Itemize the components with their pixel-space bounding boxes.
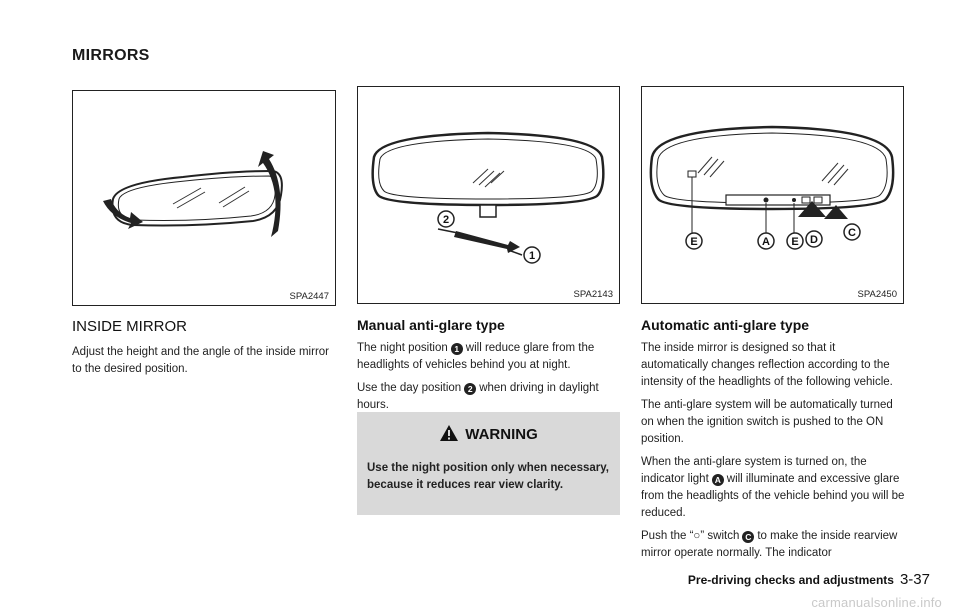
auto-paragraph-3 — [641, 454, 905, 522]
automatic-mirror-illustration — [642, 87, 905, 305]
warning-title: WARNING — [465, 426, 538, 443]
callout-d: D — [810, 234, 818, 246]
figure-automatic-anti-glare — [641, 86, 904, 304]
mirror-tilt-illustration — [73, 91, 337, 307]
figure-code: SPA2447 — [289, 291, 329, 302]
auto-p3-text-a: When the anti-glare system is turned on, the indicator light — [641, 456, 867, 485]
warning-box — [357, 412, 620, 515]
manual-p1-text-b: will reduce glare from the headlights of vehicles behind you at night. — [357, 342, 595, 371]
ref-callout-a: A — [712, 474, 724, 486]
figure-code: SPA2450 — [857, 289, 897, 300]
watermark: carmanualsonline.info — [811, 595, 942, 610]
warning-title-row — [357, 424, 620, 443]
ref-callout-2: 2 — [464, 383, 476, 395]
manual-p1-text-a: The night position — [357, 342, 448, 354]
auto-p3-text-b: will illuminate and excessive glare from the headlights of the vehicle behind you will be reduced. — [641, 473, 905, 519]
column-manual-anti-glare — [357, 316, 621, 420]
heading-automatic-anti-glare: Automatic anti-glare type — [641, 317, 810, 333]
auto-paragraph-4 — [641, 528, 905, 562]
section-title: MIRRORS — [72, 47, 150, 64]
callout-1: 1 — [528, 250, 536, 262]
warning-triangle-icon — [439, 424, 459, 442]
callout-c: C — [848, 227, 856, 239]
callout-e-right: E — [791, 236, 799, 248]
figure-manual-anti-glare — [357, 86, 620, 304]
column-automatic-anti-glare — [641, 316, 905, 568]
manual-paragraph-2 — [357, 380, 621, 414]
footer-section: Pre-driving checks and adjustments — [687, 573, 894, 587]
auto-p4-text-a: Push the “○” switch — [641, 530, 740, 542]
inside-mirror-body: Adjust the height and the angle of the inside mirror to the desired position. — [72, 346, 329, 375]
callout-a: A — [762, 236, 770, 248]
heading-inside-mirror: INSIDE MIRROR — [72, 318, 188, 335]
warning-text: Use the night position only when necessary, because it reduces rear view clarity. — [367, 462, 609, 491]
page-number: 3-37 — [899, 571, 930, 588]
auto-p4-text-b: to make the inside rearview mirror operate normally. The indicator — [641, 530, 898, 559]
column-inside-mirror — [72, 318, 336, 384]
ref-callout-1: 1 — [451, 343, 463, 355]
figure-code: SPA2143 — [573, 289, 613, 300]
manual-p2-text-a: Use the day position — [357, 382, 462, 394]
callout-e-left: E — [690, 236, 698, 248]
callout-2: 2 — [442, 214, 450, 226]
manual-p2-text-b: when driving in daylight hours. — [357, 382, 599, 411]
manual-mirror-illustration — [358, 87, 621, 305]
auto-paragraph-1: The inside mirror is designed so that it automatically changes reflection according to the intensity of the headlights of the following vehicle. — [641, 342, 893, 388]
auto-paragraph-2: The anti-glare system will be automatically turned on when the ignition switch is pushed to the ON position. — [641, 399, 893, 445]
heading-manual-anti-glare: Manual anti-glare type — [357, 317, 505, 333]
page-footer — [688, 571, 930, 588]
figure-inside-mirror — [72, 90, 336, 306]
ref-callout-c: C — [742, 531, 754, 543]
manual-paragraph-1 — [357, 340, 621, 374]
